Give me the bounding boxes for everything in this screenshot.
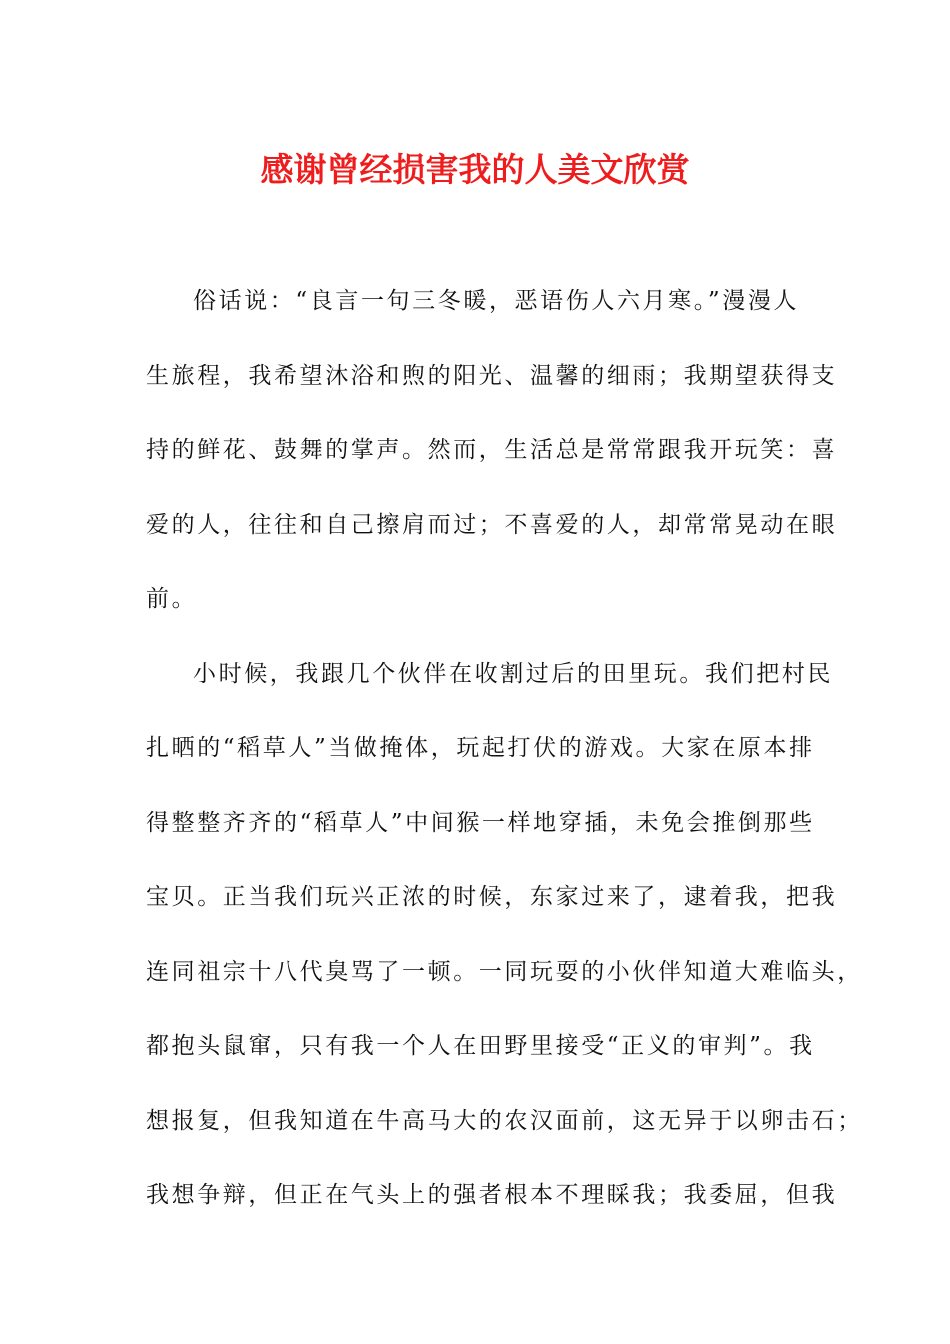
paragraph-2-line-8: 我想争辩，但正在气头上的强者根本不理睬我；我委屈，但我: [146, 1182, 838, 1208]
paragraph-2-line-2: 扎晒的“稻草人”当做掩体，玩起打伏的游戏。大家在原本排: [146, 735, 815, 761]
paragraph-2-line-4: 宝贝。正当我们玩兴正浓的时候，东家过来了，逮着我，把我: [146, 884, 838, 910]
paragraph-2-line-6: 都抱头鼠窜，只有我一个人在田野里接受“正义的审判”。我: [146, 1033, 815, 1059]
document-body: [146, 281, 863, 1250]
paragraph-1-line-5: 前。: [146, 586, 198, 612]
document-title: 感谢曾经损害我的人美文欣赏: [260, 150, 690, 189]
paragraph-1-line-2: 生旅程，我希望沐浴和煦的阳光、温馨的细雨；我期望获得支: [146, 362, 838, 389]
paragraph-2-line-5: 连同祖宗十八代臭骂了一顿。一同玩耍的小伙伴知道大难临头，: [146, 958, 863, 985]
paragraph-1-line-4: 爱的人，往往和自己擦肩而过；不喜爱的人，却常常晃动在眼: [146, 511, 838, 538]
paragraph-1-line-3: 持的鲜花、鼓舞的掌声。然而，生活总是常常跟我开玩笑：喜: [146, 437, 838, 463]
paragraph-2-line-3: 得整整齐齐的“稻草人”中间猴一样地穿插，未免会推倒那些: [146, 809, 815, 836]
paragraph-2-line-7: 想报复，但我知道在牛高马大的农汉面前，这无异于以卵击石；: [146, 1107, 863, 1134]
paragraph-2-line-1: 小时候，我跟几个伙伴在收割过后的田里玩。我们把村民: [193, 660, 833, 687]
paragraph-1-line-1: 俗话说：“良言一句三冬暖，恶语伤人六月寒。”漫漫人: [193, 288, 800, 314]
